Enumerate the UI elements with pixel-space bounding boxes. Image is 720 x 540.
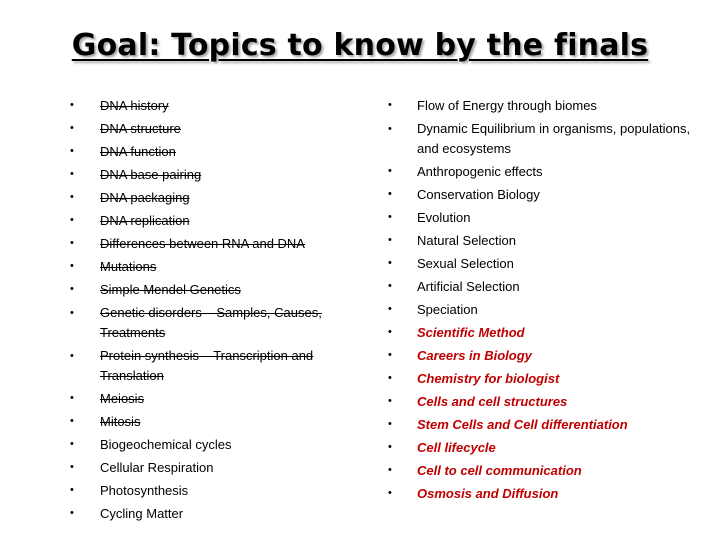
topic-text: Simple Mendel Genetics bbox=[100, 282, 241, 297]
bullet-icon: • bbox=[388, 326, 392, 338]
bullet-icon: • bbox=[388, 257, 392, 269]
topic-text: Differences between RNA and DNA bbox=[100, 236, 305, 251]
left-topic-item bbox=[70, 186, 370, 209]
topic-text: Osmosis and Diffusion bbox=[417, 486, 559, 501]
bullet-icon: • bbox=[388, 303, 392, 315]
bullet-icon: • bbox=[70, 122, 74, 134]
topic-text: Genetic disorders – Samples, Causes, Treatments bbox=[100, 304, 322, 340]
bullet-icon: • bbox=[70, 461, 74, 473]
left-topic-item bbox=[70, 278, 370, 301]
topic-text: Biogeochemical cycles bbox=[100, 437, 232, 452]
right-topic-item bbox=[388, 229, 698, 252]
left-topic-item bbox=[70, 502, 370, 525]
topic-text: Meiosis bbox=[100, 391, 145, 406]
topic-text: Cycling Matter bbox=[100, 506, 184, 521]
left-topic-item bbox=[70, 433, 370, 456]
left-topic-list bbox=[70, 94, 370, 525]
left-topic-item bbox=[70, 301, 370, 344]
bullet-icon: • bbox=[388, 487, 392, 499]
bullet-icon: • bbox=[70, 145, 74, 157]
topic-text: DNA base pairing bbox=[100, 167, 202, 182]
right-topic-item bbox=[388, 482, 698, 505]
topic-text: Cell lifecycle bbox=[417, 440, 496, 455]
bullet-icon: • bbox=[70, 306, 74, 319]
left-topic-item bbox=[70, 344, 370, 387]
bullet-icon: • bbox=[388, 372, 392, 384]
right-topic-item bbox=[388, 344, 698, 367]
bullet-icon: • bbox=[70, 415, 74, 427]
bullet-icon: • bbox=[388, 418, 392, 430]
left-topic-item bbox=[70, 232, 370, 255]
bullet-icon: • bbox=[388, 122, 392, 135]
bullet-icon: • bbox=[388, 211, 392, 223]
topic-text: Cell to cell communication bbox=[417, 463, 582, 478]
bullet-icon: • bbox=[388, 464, 392, 476]
bullet-icon: • bbox=[388, 99, 392, 111]
right-topic-item bbox=[388, 160, 698, 183]
bullet-icon: • bbox=[388, 280, 392, 292]
topic-text: Chemistry for biologist bbox=[417, 371, 560, 386]
right-topic-item bbox=[388, 367, 698, 390]
right-topic-item bbox=[388, 117, 698, 160]
topic-text: Sexual Selection bbox=[417, 256, 514, 271]
bullet-icon: • bbox=[70, 484, 74, 496]
topic-text: Mitosis bbox=[100, 414, 141, 429]
right-topic-list bbox=[388, 94, 698, 505]
topic-text: Natural Selection bbox=[417, 233, 516, 248]
right-topic-item bbox=[388, 436, 698, 459]
topic-text: Speciation bbox=[417, 302, 478, 317]
topic-text: DNA history bbox=[100, 98, 169, 113]
topic-text: Anthropogenic effects bbox=[417, 164, 543, 179]
bullet-icon: • bbox=[70, 283, 74, 295]
bullet-icon: • bbox=[388, 395, 392, 407]
left-topic-item bbox=[70, 209, 370, 232]
topic-text: Photosynthesis bbox=[100, 483, 189, 498]
topic-text: Dynamic Equilibrium in organisms, populations, and ecosystems bbox=[417, 120, 691, 156]
topic-text: DNA packaging bbox=[100, 190, 190, 205]
topic-text: Artificial Selection bbox=[417, 279, 520, 294]
topic-text: Evolution bbox=[417, 210, 471, 225]
bullet-icon: • bbox=[70, 260, 74, 272]
right-topic-item bbox=[388, 390, 698, 413]
right-topic-item bbox=[388, 298, 698, 321]
topic-text: Stem Cells and Cell differentiation bbox=[417, 417, 628, 432]
right-topic-item bbox=[388, 206, 698, 229]
right-topic-item bbox=[388, 413, 698, 436]
right-topic-item bbox=[388, 459, 698, 482]
left-topic-item bbox=[70, 94, 370, 117]
bullet-icon: • bbox=[388, 349, 392, 361]
slide-title: Goal: Topics to know by the finals bbox=[71, 28, 649, 63]
left-topic-item bbox=[70, 117, 370, 140]
bullet-icon: • bbox=[70, 349, 74, 362]
left-topic-item bbox=[70, 255, 370, 278]
left-topic-item bbox=[70, 410, 370, 433]
left-topic-item bbox=[70, 163, 370, 186]
topic-text: Protein synthesis – Transcription and Translation bbox=[100, 347, 314, 383]
left-topic-item bbox=[70, 140, 370, 163]
bullet-icon: • bbox=[70, 237, 74, 249]
topic-text: Flow of Energy through biomes bbox=[417, 98, 597, 113]
right-topic-item bbox=[388, 275, 698, 298]
bullet-icon: • bbox=[388, 165, 392, 177]
topic-text: DNA function bbox=[100, 144, 176, 159]
topic-text: Careers in Biology bbox=[417, 348, 532, 363]
right-topic-item bbox=[388, 94, 698, 117]
topic-text: DNA structure bbox=[100, 121, 181, 136]
bullet-icon: • bbox=[388, 234, 392, 246]
topic-text: Cells and cell structures bbox=[417, 394, 568, 409]
bullet-icon: • bbox=[70, 191, 74, 203]
bullet-icon: • bbox=[388, 188, 392, 200]
bullet-icon: • bbox=[70, 168, 74, 180]
left-topic-item bbox=[70, 479, 370, 502]
bullet-icon: • bbox=[70, 214, 74, 226]
bullet-icon: • bbox=[388, 441, 392, 453]
topic-text: Conservation Biology bbox=[417, 187, 540, 202]
right-topic-item bbox=[388, 321, 698, 344]
bullet-icon: • bbox=[70, 99, 74, 111]
right-topic-item bbox=[388, 252, 698, 275]
left-topic-item bbox=[70, 387, 370, 410]
topic-text: Mutations bbox=[100, 259, 157, 274]
right-topic-item bbox=[388, 183, 698, 206]
topic-text: Cellular Respiration bbox=[100, 460, 214, 475]
topic-text: Scientific Method bbox=[417, 325, 525, 340]
bullet-icon: • bbox=[70, 507, 74, 519]
bullet-icon: • bbox=[70, 392, 74, 404]
topic-text: DNA replication bbox=[100, 213, 190, 228]
bullet-icon: • bbox=[70, 438, 74, 450]
left-topic-item bbox=[70, 456, 370, 479]
